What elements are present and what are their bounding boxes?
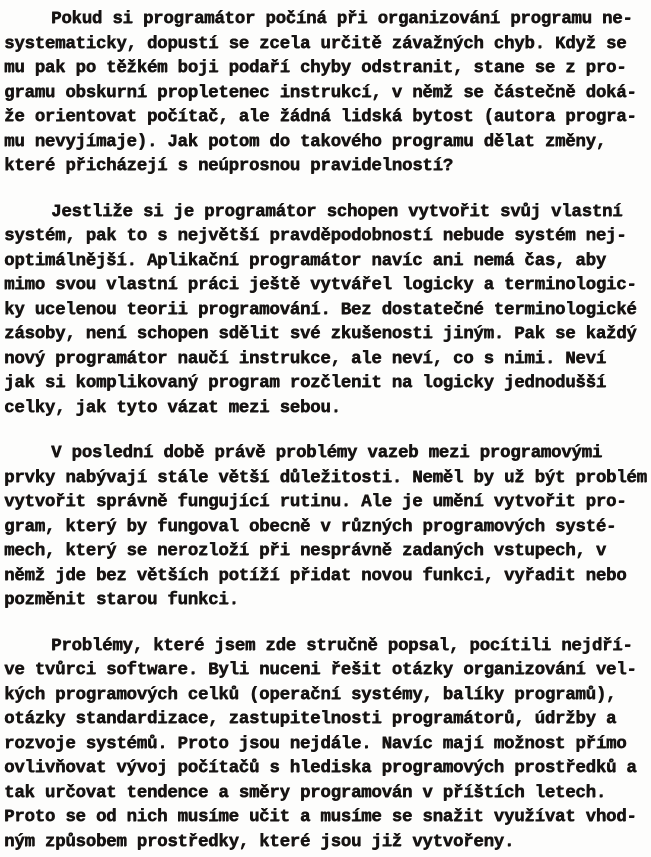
text-line: ným způsobem prostředky, které jsou již vytvořeny.	[4, 831, 515, 852]
text-line: jak si komplikovaný program rozčlenit na logicky jednodušší	[4, 373, 606, 393]
text-line: němž jde bez větších potíží přidat novou funkci, vyřadit nebo	[4, 565, 627, 586]
text-line: mu nevyjímaje). Jak potom do takového programu dělat změny,	[4, 131, 606, 152]
text-line: rozvoje systémů. Proto jsou nejdále. Navíc mají možnost přímo	[4, 733, 627, 754]
text-line: tak určovat tendence a směry programován v příštích letech.	[4, 782, 606, 803]
text-line: gramu obskurní propletenec instrukcí, v němž se částečně doká-	[4, 82, 637, 103]
text-line: prvky nabývají stále větší důležitosti. Neměl by už být problém	[4, 467, 647, 488]
text-line: mimo svou vlastní práci ještě vytvářel logicky a terminologic-	[4, 275, 637, 295]
text-line: optimálnější. Aplikační programátor navíc ani nemá čas, aby	[4, 250, 606, 271]
text-line: kých programových celků (operační systémy, balíky programů),	[4, 684, 617, 705]
text-line: Pokud si programátor počíná při organizování programu ne-	[51, 9, 633, 29]
text-line: gram, který by fungoval obecně v různých programových systé-	[4, 516, 617, 537]
text-line: že orientovat počítač, ale žádná lidská bytost (autora progra-	[4, 107, 637, 127]
paragraph	[4, 200, 649, 421]
text-line: systém, pak to s největší pravděpodobností nebude systém nej-	[4, 226, 627, 246]
text-line: zásoby, není schopen sdělit své zkušenosti jiným. Pak se každý	[4, 324, 637, 344]
text-line: které přicházejí s neúprosnou pravidelností?	[4, 156, 453, 176]
text-line: Problémy, které jsem zde stručně popsal, pocítili nejdří-	[51, 635, 633, 656]
text-line: V poslední době právě problémy vazeb mezi programovými	[51, 443, 602, 463]
text-line: systematicky, dopustí se zcela určitě závažných chyb. Když se	[4, 33, 627, 54]
text-line: Jestliže si je programátor schopen vytvořit svůj vlastní	[51, 201, 623, 222]
text-line: mech, který se nerozloží při nesprávně zadaných vstupech, v	[4, 541, 606, 561]
text-line: mu pak po těžkém boji podaří chyby odstranit, stane se z pro-	[4, 58, 627, 78]
text-line: ovlivňovat vývoj počítačů s hlediska programových prostředků a	[4, 758, 637, 778]
text-line: celky, jak tyto vázat mezi sebou.	[4, 397, 341, 418]
text-line: pozměnit starou funkci.	[4, 590, 239, 610]
paragraph	[4, 7, 649, 179]
text-line: Proto se od nich musíme učit a musíme se snažit využívat vhod-	[4, 807, 637, 827]
text-line: vytvořit správně fungující rutinu. Ale je umění vytvořit pro-	[4, 492, 627, 512]
text-line: otázky standardizace, zastupitelnosti programátorů, údržby a	[4, 709, 617, 729]
paragraph	[4, 441, 649, 613]
document-body	[4, 7, 649, 854]
text-line: nový programátor naučí instrukce, ale neví, co s nimi. Neví	[4, 348, 606, 369]
text-line: ky ucelenou teorii programování. Bez dostatečné terminologické	[4, 299, 637, 320]
text-line: ve tvůrci software. Byli nuceni řešit otázky organizování vel-	[4, 660, 637, 680]
paragraph	[4, 634, 649, 855]
